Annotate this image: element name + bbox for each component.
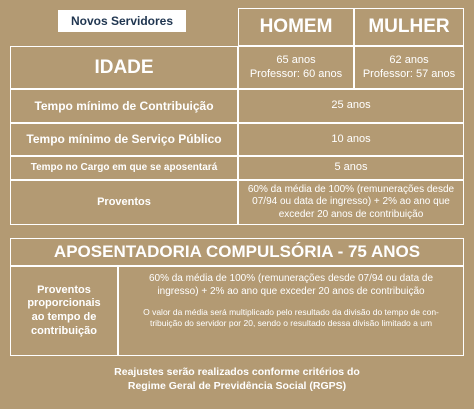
proventos-label: Proventos bbox=[97, 195, 151, 208]
tempo-cargo-value: 5 anos bbox=[334, 161, 368, 174]
header-mulher bbox=[354, 8, 464, 46]
idade-homem-cell bbox=[238, 46, 354, 89]
footer-line1: Reajustes serão realizados conforme critérios do bbox=[114, 365, 360, 378]
servico-publico-value-cell bbox=[238, 123, 464, 156]
idade-mulher-cell bbox=[354, 46, 464, 89]
servico-publico-label: Tempo mínimo de Serviço Público bbox=[26, 132, 222, 146]
idade-mulher-line2: Professor: 57 anos bbox=[362, 67, 456, 80]
footer-line2: Regime Geral de Previdência Social (RGPS) bbox=[127, 380, 347, 392]
servico-publico-value: 10 anos bbox=[331, 132, 371, 145]
compulsoria-title-cell bbox=[10, 238, 464, 266]
compulsoria-label-line4: contribuição bbox=[30, 324, 97, 337]
compulsoria-text2-line2: tribuição do servidor por 20, sendo o resultado dessa divisão limitado a um bbox=[149, 317, 433, 328]
compulsoria-title: APOSENTADORIA COMPULSÓRIA - 75 ANOS bbox=[53, 242, 421, 262]
servico-publico-label-cell bbox=[10, 123, 238, 156]
proventos-value-line3: exceder 20 anos de contribuição bbox=[278, 208, 424, 220]
proventos-value-line1: 60% da média de 100% (remunerações desde bbox=[247, 183, 455, 195]
header-homem-label: HOMEM bbox=[259, 16, 333, 38]
novos-servidores-label: Novos Servidores bbox=[70, 14, 174, 28]
novos-servidores-badge bbox=[58, 10, 186, 32]
compulsoria-text2-line1: O valor da média será multiplicado pelo resultado da divisão do tempo de con- bbox=[143, 307, 439, 317]
footer-note bbox=[10, 362, 464, 396]
compulsoria-text1-line1: 60% da média de 100% (remunerações desde 07/94 ou data de bbox=[148, 273, 434, 284]
proventos-label-cell bbox=[10, 180, 238, 225]
proventos-value-cell bbox=[238, 180, 464, 225]
compulsoria-label-line1: Proventos bbox=[37, 283, 91, 296]
contribuicao-value: 25 anos bbox=[331, 99, 371, 112]
tempo-cargo-label: Tempo no Cargo em que se aposentará bbox=[30, 161, 218, 173]
header-homem bbox=[238, 8, 354, 46]
compulsoria-text1-line2: ingresso) + 2% ao ano que exceder 20 anos de contribuição bbox=[157, 285, 425, 297]
idade-label: IDADE bbox=[94, 56, 154, 78]
idade-label-cell bbox=[10, 46, 238, 89]
compulsoria-label-cell bbox=[10, 266, 118, 356]
idade-homem-line2: Professor: 60 anos bbox=[249, 67, 343, 80]
proventos-value-line2: 07/94 ou data de ingresso) + 2% ao ano que bbox=[252, 196, 450, 208]
contribuicao-label: Tempo mínimo de Contribuição bbox=[34, 98, 214, 113]
tempo-cargo-label-cell bbox=[10, 156, 238, 180]
compulsoria-label-line3: ao tempo de bbox=[31, 311, 97, 323]
idade-homem-line1: 65 anos bbox=[276, 53, 316, 66]
compulsoria-label-line2: proporcionais bbox=[27, 297, 101, 310]
contribuicao-value-cell bbox=[238, 89, 464, 123]
tempo-cargo-value-cell bbox=[238, 156, 464, 180]
compulsoria-text-cell bbox=[118, 266, 464, 356]
idade-mulher-line1: 62 anos bbox=[389, 53, 429, 66]
contribuicao-label-cell bbox=[10, 89, 238, 123]
header-mulher-label: MULHER bbox=[368, 16, 450, 38]
